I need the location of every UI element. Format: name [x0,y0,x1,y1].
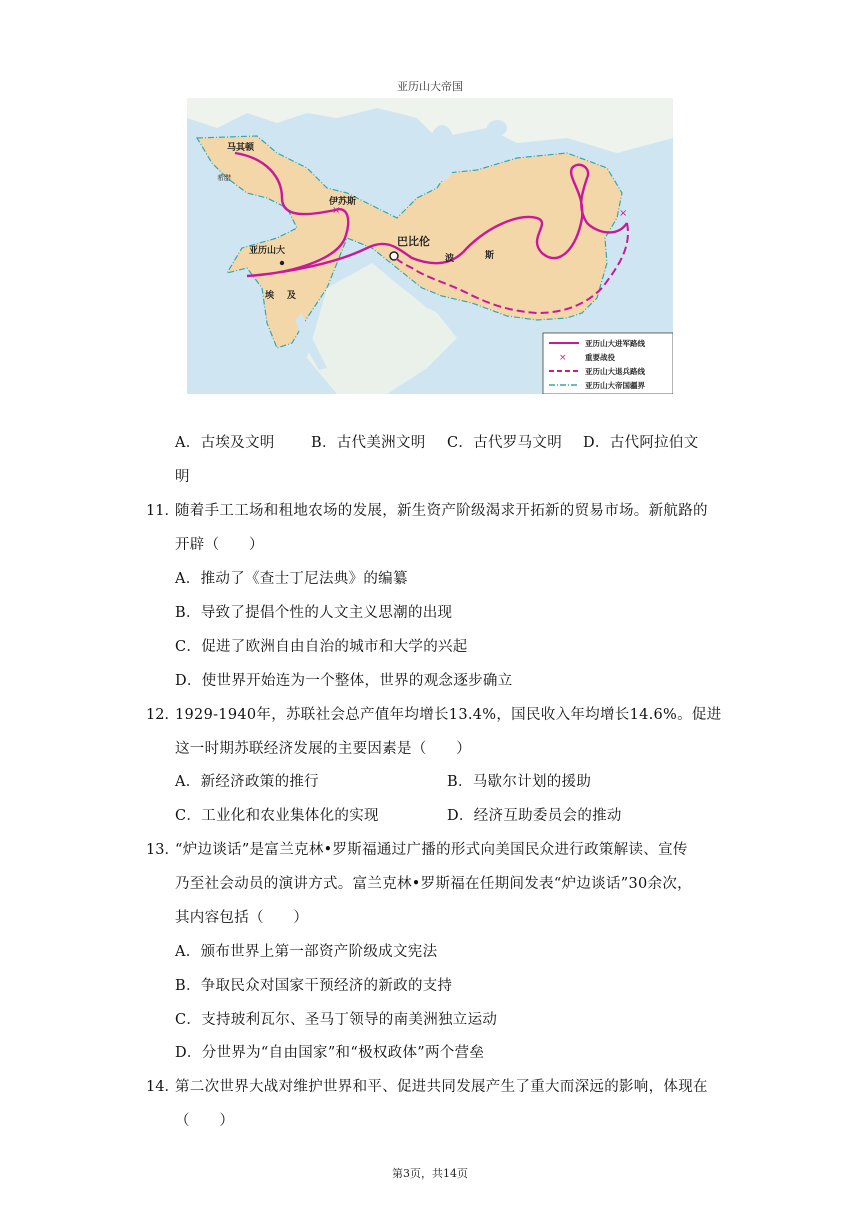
label-alexandria: 亚历山大 [249,246,286,256]
q12-stem-line-1: 1929-1940年，苏联社会总产值年均增长13.4%，国民收入年均增长14.6%。促进 [175,707,722,723]
q13-option-b: B．争取民众对国家干预经济的新政的支持 [175,978,453,994]
legend-battle: 重要战役 [585,353,615,362]
q13-number: 13． [146,842,179,858]
label-babylon: 巴比伦 [397,235,430,248]
q12-number: 12． [146,707,179,723]
label-persia-2: 斯 [485,251,495,261]
q12-stem-line-2: 这一时期苏联经济发展的主要因素是（ ） [175,741,471,757]
alexander-empire-map [187,68,673,394]
legend-border: 亚历山大帝国疆界 [585,381,645,390]
q14-stem-line-1: 第二次世界大战对维护世界和平、促进共同发展产生了重大而深远的影响，体现在 [175,1079,708,1095]
q14-stem-line-2: （ ） [175,1113,235,1129]
q13-stem-line-1: “炉边谈话”是富兰克林•罗斯福通过广播的形式向美国民众进行政策解读、宣传 [175,842,688,858]
map-caspian-sea [428,125,456,181]
q12-option-d: D．经济互助委员会的推动 [447,808,622,824]
q13-option-d: D．分世界为“自由国家”和“极权政体”两个营垒 [175,1045,485,1061]
map-aral-sea [487,120,507,136]
legend-retreat: 亚历山大退兵路线 [585,367,645,376]
q13-option-c: C．支持玻利瓦尔、圣马丁领导的南美洲独立运动 [175,1012,498,1028]
q11-option-d: D．使世界开始连为一个整体，世界的观念逐步确立 [175,673,513,689]
label-persia-1: 波 [445,254,455,264]
q12-option-b: B．马歇尔计划的援助 [447,774,592,790]
q11-option-b: B．导致了提倡个性的人文主义思潮的出现 [175,605,453,621]
q13-stem-line-3: 其内容包括（ ） [175,910,309,926]
label-egypt-2: 及 [287,291,297,301]
svg-text:×: × [559,353,567,363]
map-title: 亚历山大帝国 [397,80,463,93]
map-image [187,98,673,394]
q14-number: 14． [146,1079,179,1095]
q13-stem-line-2: 乃至社会动员的演讲方式。富兰克林•罗斯福在任期间发表“炉边谈话”30余次， [175,876,692,892]
map-legend [543,333,673,394]
q10-option-d-cont: 明 [175,469,190,485]
legend-advance: 亚历山大进军路线 [585,339,645,348]
q10-option-d: D．古代阿拉伯文 [583,435,699,451]
q12-option-c: C．工业化和农业集体化的实现 [175,808,379,824]
q11-stem-line-1: 随着手工工场和租地农场的发展，新生资产阶级渴求开拓新的贸易市场。新航路的 [175,503,708,519]
battle-marker-issus: × [332,205,341,216]
map-black-sea [289,118,385,154]
q11-option-a: A．推动了《查士丁尼法典》的编纂 [175,571,408,587]
q10-option-c: C．古代罗马文明 [447,435,562,451]
page-footer: 第3页，共14页 [392,1167,468,1180]
q10-option-a: A．古埃及文明 [175,435,275,451]
q11-option-c: C．促进了欧洲自由自治的城市和大学的兴起 [175,639,468,655]
q13-option-a: A．颁布世界上第一部资产阶级成文宪法 [175,944,438,960]
q11-stem-line-2: 开辟（ ） [175,537,264,553]
alexandria-marker [280,261,284,265]
q11-number: 11． [146,503,179,519]
label-greece: 希腊 [217,174,231,182]
q12-option-a: A．新经济政策的推行 [175,774,319,790]
q10-option-b: B．古代美洲文明 [311,435,426,451]
label-egypt-1: 埃 [265,291,275,301]
battle-marker-india: × [619,208,628,219]
label-issus: 伊苏斯 [329,197,357,207]
label-macedonia: 马其顿 [227,143,255,153]
